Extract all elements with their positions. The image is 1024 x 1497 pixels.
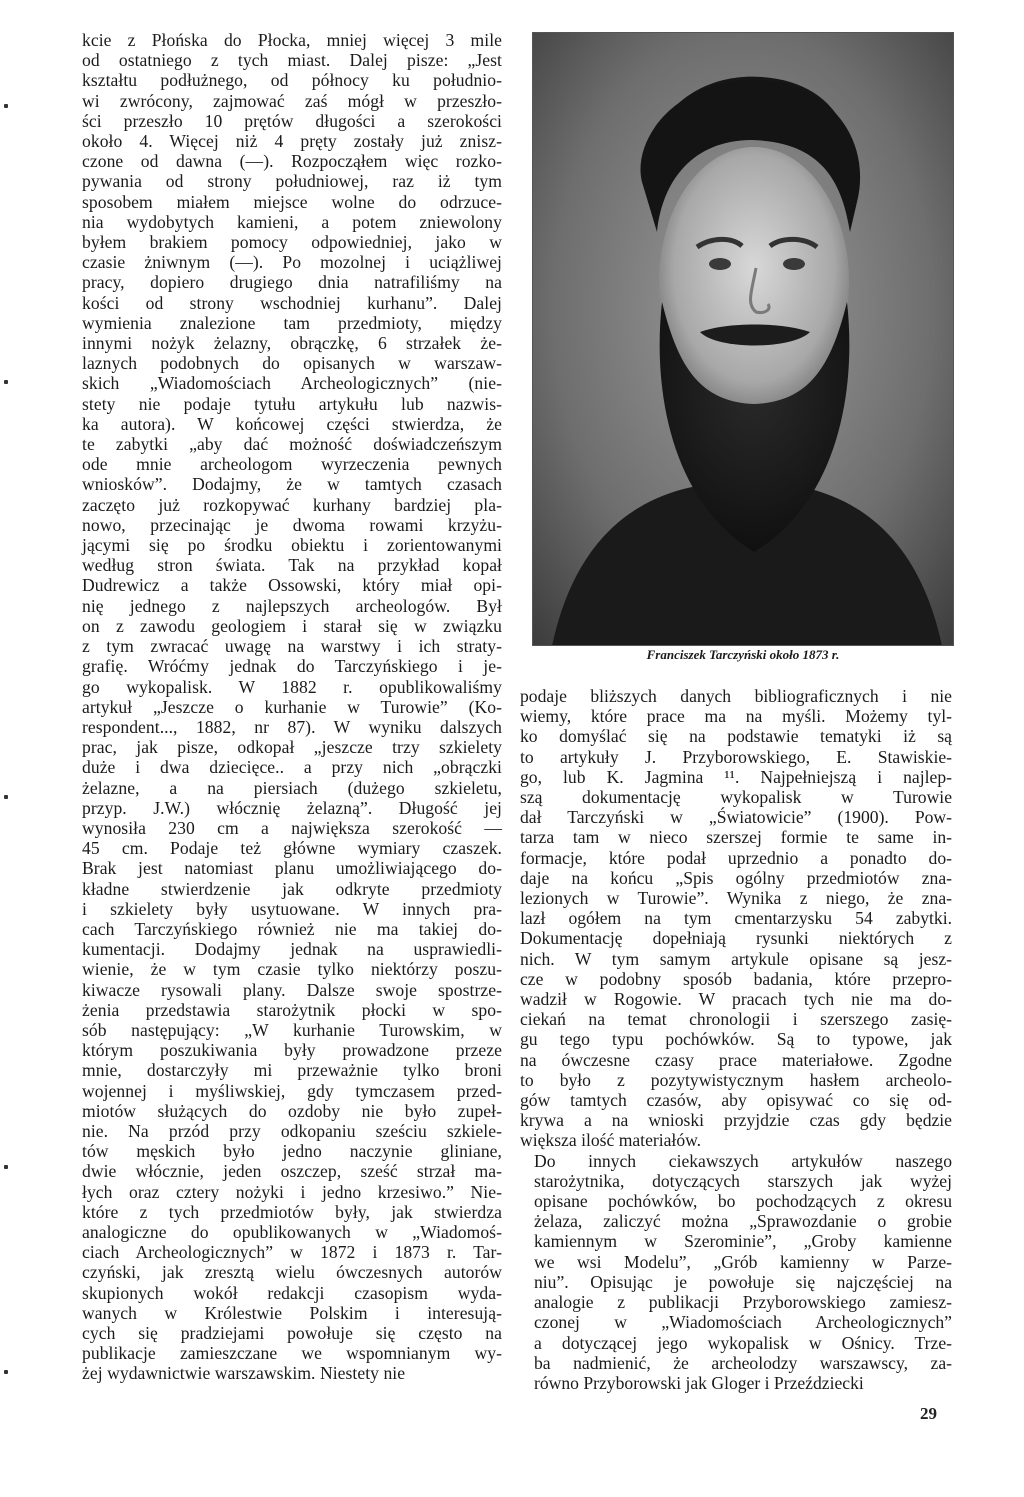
text-line: pracy, dopiero drugiego dnia natrafiliśmy na xyxy=(82,272,502,293)
text-line: kiwacze rysowali plany. Dalsze swoje spostrze- xyxy=(82,979,502,1000)
text-line: kładne stwierdzenie jak odkryte przedmioty xyxy=(82,878,502,899)
text-line: grafię. Wróćmy jednak do Tarczyńskiego i je- xyxy=(82,656,502,677)
text-line: formacje, które podał uprzednio a ponadto do- xyxy=(520,847,952,868)
text-line: a dotyczącej jego wykopalisk w Ośnicy. Trze- xyxy=(534,1332,952,1353)
text-line: miotów służących do ozdoby nie było zupeł- xyxy=(82,1100,502,1121)
text-line: nię jednego z najlepszych archeologów. Był xyxy=(82,595,502,616)
margin-mark xyxy=(4,380,8,384)
text-line: wienie, że w tym czasie tylko niektórzy poszu- xyxy=(82,959,502,980)
text-line: równo Przyborowski jak Gloger i Przeździecki xyxy=(534,1372,864,1393)
text-line: publikacje zamieszczane we wspomnianym wy- xyxy=(82,1343,502,1364)
text-line: ciach Archeologicznych” w 1872 i 1873 r. Tar- xyxy=(82,1242,502,1263)
text-line: nowo, przecinając je dwoma rowami krzyżu- xyxy=(82,514,502,535)
text-line: wymienia znalezione tam przedmioty, między xyxy=(82,312,502,333)
text-line: we wsi Modelu”, „Grób kamienny w Parze- xyxy=(534,1251,952,1272)
text-line: wi zwrócony, zajmować zaś mógł w przeszło- xyxy=(82,90,502,111)
text-line: analogiczne do opublikowanych w „Wiadomoś- xyxy=(82,1221,502,1242)
text-line: cach Tarczyńskiego również nie ma takiej do- xyxy=(82,918,502,939)
text-line: ko domyślać się na podstawie tematyki iż są xyxy=(520,726,952,747)
text-line: ciekań na temat chronologii i szerszego zasię- xyxy=(520,1009,952,1030)
text-line: sób następujący: „W kurhanie Turowskim, w xyxy=(82,1019,502,1040)
text-line: i szkielety były usytuowane. W innych pra- xyxy=(82,898,502,919)
text-line: daje na końcu „Spis ogólny przedmiotów zna- xyxy=(520,867,952,888)
text-line: niu”. Opisując je powołuje się najczęściej na xyxy=(534,1271,952,1292)
portrait-photo xyxy=(532,32,954,646)
text-line: jącymi się po środku obiektu i zorientowanymi xyxy=(82,535,502,556)
text-line: opisane pochówków, bo pochodzących z okresu xyxy=(534,1191,952,1212)
page-number: 29 xyxy=(920,1404,937,1423)
text-line: czyński, jak zresztą wielu ówczesnych autorów xyxy=(82,1262,502,1283)
text-line: prac, jak pisze, odkopał „jeszcze trzy szkielety xyxy=(82,737,502,758)
text-line: wadził w Rogowie. W pracach tych nie ma do- xyxy=(520,989,952,1010)
paragraph-other-articles xyxy=(520,1151,952,1393)
text-line: nich. W tym samym artykule opisane są jesz- xyxy=(520,948,952,969)
text-line: respondent..., 1882, nr 87). W wyniku dalszych xyxy=(82,716,502,737)
text-line: go wykopalisk. W 1882 r. opublikowaliśmy xyxy=(82,676,502,697)
paragraph-bibliography xyxy=(520,686,952,1151)
text-line: to było z pozytywistycznym hasłem archeolo- xyxy=(520,1069,952,1090)
margin-mark xyxy=(4,104,8,108)
text-line: zaczęto już rozkopywać kurhany bardziej pla- xyxy=(82,494,502,515)
text-line: lezionych w Turowie”. Wynika z niego, że zna- xyxy=(520,888,952,909)
text-line: czone od dawna (—). Rozpocząłem więc rozko- xyxy=(82,151,502,172)
text-line: lazł ogółem na tym cmentarzysku 54 zabytki. xyxy=(520,908,952,929)
text-line: wniosków”. Dodajmy, że w tamtych czasach xyxy=(82,474,502,495)
text-line: dwie włócznie, jeden oszczep, sześć strzał ma- xyxy=(82,1161,502,1182)
text-line: czonej w „Wiadomościach Archeologicznych” xyxy=(534,1312,952,1333)
text-line: łych oraz cztery nożyki i jedno krzesiwo.” Nie- xyxy=(82,1181,502,1202)
text-line: czasie żniwnym (—). Po mozolnej i uciążliwej xyxy=(82,252,502,273)
text-line: gu tego typu pochówków. Są to typowe, jak xyxy=(520,1029,952,1050)
text-line: większa ilość materiałów. xyxy=(520,1130,702,1151)
text-line: byłem brakiem pomocy odpowiedniej, jako w xyxy=(82,232,502,253)
text-line: mnie, dostarczyły mi przeważnie tylko broni xyxy=(82,1060,502,1081)
text-line: żej wydawnictwie warszawskim. Niestety nie xyxy=(82,1363,406,1384)
text-line: na ówczesne czasy prace materiałowe. Zgodne xyxy=(520,1049,952,1070)
text-line: Dokumentację dopełniają rysunki niektórych z xyxy=(520,928,952,949)
text-line: analogie z publikacji Przyborowskiego zamiesz- xyxy=(534,1292,952,1313)
text-line: żelaza, zaliczyć można „Sprawozdanie o grobie xyxy=(534,1211,952,1232)
text-line: innymi nożyk żelazny, obrączkę, 6 strzałek że- xyxy=(82,333,502,354)
text-line: przyp. J.W.) włócznię żelazną”. Długość jej xyxy=(82,797,502,818)
text-line: około 4. Więcej niż 4 pręty zostały już znisz- xyxy=(82,131,502,152)
text-line: laznych podobnych do opisanych w warszaw- xyxy=(82,353,502,374)
text-line: nie. Na przód przy odkopaniu sześciu szkiele- xyxy=(82,1120,502,1141)
text-line: tów męskich było jedno naczynie gliniane, xyxy=(82,1141,502,1162)
text-line: pywania od strony południowej, raz iż tym xyxy=(82,171,502,192)
margin-mark xyxy=(4,1165,8,1169)
text-line: duże i dwa dziecięce.. a przy nich „obrączki xyxy=(82,757,502,778)
text-line: Brak jest natomiast planu umożliwiającego do- xyxy=(82,858,502,879)
text-line: kamiennym w Szerominie”, „Groby kamienne xyxy=(534,1231,952,1252)
text-line: gów tamtych czasów, aby opisywać co się od- xyxy=(520,1090,952,1111)
text-line: z tym zwracać uwagę na warstwy i ich straty- xyxy=(82,636,502,657)
text-line: kumentacji. Dodajmy jednak na usprawiedli- xyxy=(82,939,502,960)
text-line: wojennej i myśliwskiej, gdy tymczasem przed- xyxy=(82,1080,502,1101)
text-line: krywa a na wnioski przyjdzie czas gdy będzie xyxy=(520,1110,952,1131)
text-line: stety nie podaje tytułu artykułu lub nazwis- xyxy=(82,393,502,414)
text-line: wanych w Królestwie Polskim i interesują- xyxy=(82,1302,502,1323)
text-line: skupionych wokół redakcji czasopism wyda- xyxy=(82,1282,502,1303)
margin-mark xyxy=(4,795,8,799)
text-line: cych się pradziejami powołuje się często na xyxy=(82,1323,502,1343)
left-text-column xyxy=(82,30,502,1384)
text-line: tarza tam w nieco szerszej formie te same in- xyxy=(520,827,952,848)
text-line: go, lub K. Jagmina ¹¹. Najpełniejszą i najlep- xyxy=(520,766,952,787)
text-line: kości od strony wschodniej kurhanu”. Dalej xyxy=(82,292,502,313)
text-line: cze w podobny sposób badania, które przepro- xyxy=(520,968,952,989)
margin-mark xyxy=(4,1370,8,1374)
text-line: podaje bliższych danych bibliograficznych i nie xyxy=(520,686,952,706)
text-line: ode mnie archeologom wyrzeczenia pewnych xyxy=(82,454,502,475)
portrait-image xyxy=(532,32,954,646)
text-line: 45 cm. Podaje też główne wymiary czaszek. xyxy=(82,838,502,859)
text-line: to artykuły J. Przyborowskiego, E. Stawiskie- xyxy=(520,746,952,767)
text-line: ści przeszło 10 prętów długości a szerokości xyxy=(82,110,502,131)
right-text-column xyxy=(520,686,952,1393)
text-line: którym poszukiwania były prowadzone przeze xyxy=(82,1040,502,1061)
text-line: skich „Wiadomościach Archeologicznych” (nie- xyxy=(82,373,502,394)
text-line: artykuł „Jeszcze o kurhanie w Turowie” (Ko- xyxy=(82,696,502,717)
text-line: te zabytki „aby dać możność doświadczeńszym xyxy=(82,434,502,455)
text-line: wynosiła 230 cm a największa szerokość — xyxy=(82,817,502,838)
text-line: kształtu podłużnego, od północy ku południo- xyxy=(82,70,502,91)
text-line: żelazne, a na piersiach (dużego szkieletu, xyxy=(82,777,502,798)
text-line: sposobem miałem miejsce wolne do odrzuce- xyxy=(82,191,502,212)
text-line: starożytnika, dotyczących starszych jak wyżej xyxy=(534,1170,952,1191)
text-line: wiemy, które prace ma na myśli. Możemy tyl- xyxy=(520,706,952,727)
text-line: według stron świata. Tak na przykład kopał xyxy=(82,555,502,576)
text-line: Do innych ciekawszych artykułów naszego xyxy=(534,1150,952,1171)
text-line: on z zawodu geologiem i starał się w związku xyxy=(82,615,502,636)
text-line: kcie z Płońska do Płocka, mniej więcej 3 mile xyxy=(82,30,502,50)
text-line: ba nadmienić, że archeolodzy warszawscy, za- xyxy=(534,1352,952,1373)
photo-caption: Franciszek Tarczyński około 1873 r. xyxy=(646,647,840,662)
text-line: od ostatniego z tych miast. Dalej pisze: „Jest xyxy=(82,50,502,71)
text-line: ka autora). W końcowej części stwierdza, że xyxy=(82,413,502,434)
text-line: dał Tarczyński w „Światowicie” (1900). Pow- xyxy=(520,807,952,828)
text-line: żenia przedstawia starożytnik płocki w spo- xyxy=(82,999,502,1020)
text-line: które z tych przedmiotów były, jak stwierdza xyxy=(82,1201,502,1222)
text-line: nia wydobytych kamieni, a potem zniewolony xyxy=(82,211,502,232)
text-line: szą dokumentację wykopalisk w Turowie xyxy=(520,787,952,808)
text-line: Dudrewicz a także Ossowski, który miał opi- xyxy=(82,575,502,596)
